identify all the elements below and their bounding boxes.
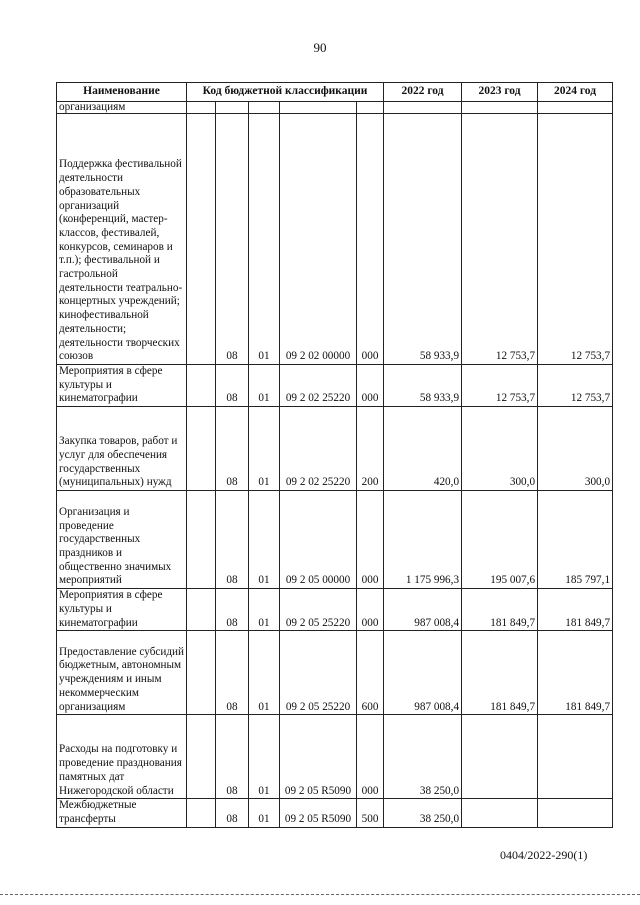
row-2023: 181 849,7 — [462, 589, 538, 631]
row-2023 — [462, 715, 538, 799]
row-target: 09 2 02 00000 — [280, 114, 357, 365]
table-row — [57, 491, 613, 589]
continuation-row — [57, 102, 613, 114]
row-2023: 195 007,6 — [462, 491, 538, 589]
row-section: 08 — [216, 114, 249, 365]
row-type: 200 — [357, 407, 384, 491]
row-section: 08 — [216, 407, 249, 491]
row-2023: 300,0 — [462, 407, 538, 491]
header-code: Код бюджетной классификации — [187, 83, 384, 102]
table-row — [57, 715, 613, 799]
row-subsection: 01 — [249, 407, 280, 491]
row-name: Поддержка фестивальной деятельности образовательных организаций (конференций, мастер-классов, фестивалей, конкурсов, семинаров и т.п.); фестивальной и гастрольной деятельности театрально-концертных учреждений; кинофестивальной деятельности; деятельности творческих союзов — [57, 114, 187, 365]
row-2022: 987 008,4 — [384, 589, 462, 631]
row-name: Расходы на подготовку и проведение празднования памятных дат Нижегородской области — [57, 715, 187, 799]
table-row — [57, 407, 613, 491]
budget-table — [56, 82, 613, 828]
header-name: Наименование — [57, 83, 187, 102]
row-2023: 12 753,7 — [462, 114, 538, 365]
row-name: Организация и проведение государственных праздников и общественно значимых мероприятий — [57, 491, 187, 589]
row-type: 600 — [357, 631, 384, 715]
row-2024: 181 849,7 — [538, 589, 613, 631]
table-row — [57, 631, 613, 715]
row-2023: 12 753,7 — [462, 365, 538, 407]
row-section: 08 — [216, 715, 249, 799]
row-target: 09 2 02 25220 — [280, 407, 357, 491]
row-2022: 58 933,9 — [384, 114, 462, 365]
row-section: 08 — [216, 631, 249, 715]
row-target: 09 2 05 R5090 — [280, 799, 357, 827]
header-2024: 2024 год — [538, 83, 613, 102]
row-2023 — [462, 799, 538, 827]
row-section: 08 — [216, 365, 249, 407]
row-subsection: 01 — [249, 365, 280, 407]
row-section: 08 — [216, 491, 249, 589]
row-2024: 12 753,7 — [538, 114, 613, 365]
row-target: 09 2 02 25220 — [280, 365, 357, 407]
row-2024 — [538, 715, 613, 799]
table-row — [57, 589, 613, 631]
document-code: 0404/2022-290(1) — [500, 848, 588, 862]
row-2024: 185 797,1 — [538, 491, 613, 589]
header-2022: 2022 год — [384, 83, 462, 102]
row-2024: 300,0 — [538, 407, 613, 491]
row-target: 09 2 05 25220 — [280, 631, 357, 715]
row-2022: 1 175 996,3 — [384, 491, 462, 589]
row-subsection: 01 — [249, 114, 280, 365]
row-type: 000 — [357, 114, 384, 365]
row-section: 08 — [216, 799, 249, 827]
row-name: Предоставление субсидий бюджетным, автономным учреждениям и иным некоммерческим организациям — [57, 631, 187, 715]
bottom-rule — [0, 894, 640, 895]
row-name: Межбюджетные трансферты — [57, 799, 187, 827]
row-type: 000 — [357, 589, 384, 631]
row-subsection: 01 — [249, 589, 280, 631]
row-2022: 58 933,9 — [384, 365, 462, 407]
row-2024: 181 849,7 — [538, 631, 613, 715]
row-subsection: 01 — [249, 715, 280, 799]
table-header-row — [57, 83, 613, 102]
row-name: Мероприятия в сфере культуры и кинематографии — [57, 589, 187, 631]
continuation-text: организациям — [57, 102, 187, 114]
row-2023: 181 849,7 — [462, 631, 538, 715]
table-row — [57, 799, 613, 827]
row-subsection: 01 — [249, 799, 280, 827]
row-name: Закупка товаров, работ и услуг для обеспечения государственных (муниципальных) нужд — [57, 407, 187, 491]
row-type: 000 — [357, 365, 384, 407]
page-number: 90 — [313, 40, 327, 55]
row-subsection: 01 — [249, 491, 280, 589]
row-2022: 38 250,0 — [384, 799, 462, 827]
header-2023: 2023 год — [462, 83, 538, 102]
row-type: 000 — [357, 491, 384, 589]
row-target: 09 2 05 25220 — [280, 589, 357, 631]
row-name: Мероприятия в сфере культуры и кинематографии — [57, 365, 187, 407]
row-2022: 987 008,4 — [384, 631, 462, 715]
row-section: 08 — [216, 589, 249, 631]
row-type: 000 — [357, 715, 384, 799]
row-target: 09 2 05 00000 — [280, 491, 357, 589]
row-target: 09 2 05 R5090 — [280, 715, 357, 799]
table-row — [57, 114, 613, 365]
table-row — [57, 365, 613, 407]
row-subsection: 01 — [249, 631, 280, 715]
row-2024: 12 753,7 — [538, 365, 613, 407]
row-2024 — [538, 799, 613, 827]
row-2022: 38 250,0 — [384, 715, 462, 799]
row-2022: 420,0 — [384, 407, 462, 491]
row-type: 500 — [357, 799, 384, 827]
